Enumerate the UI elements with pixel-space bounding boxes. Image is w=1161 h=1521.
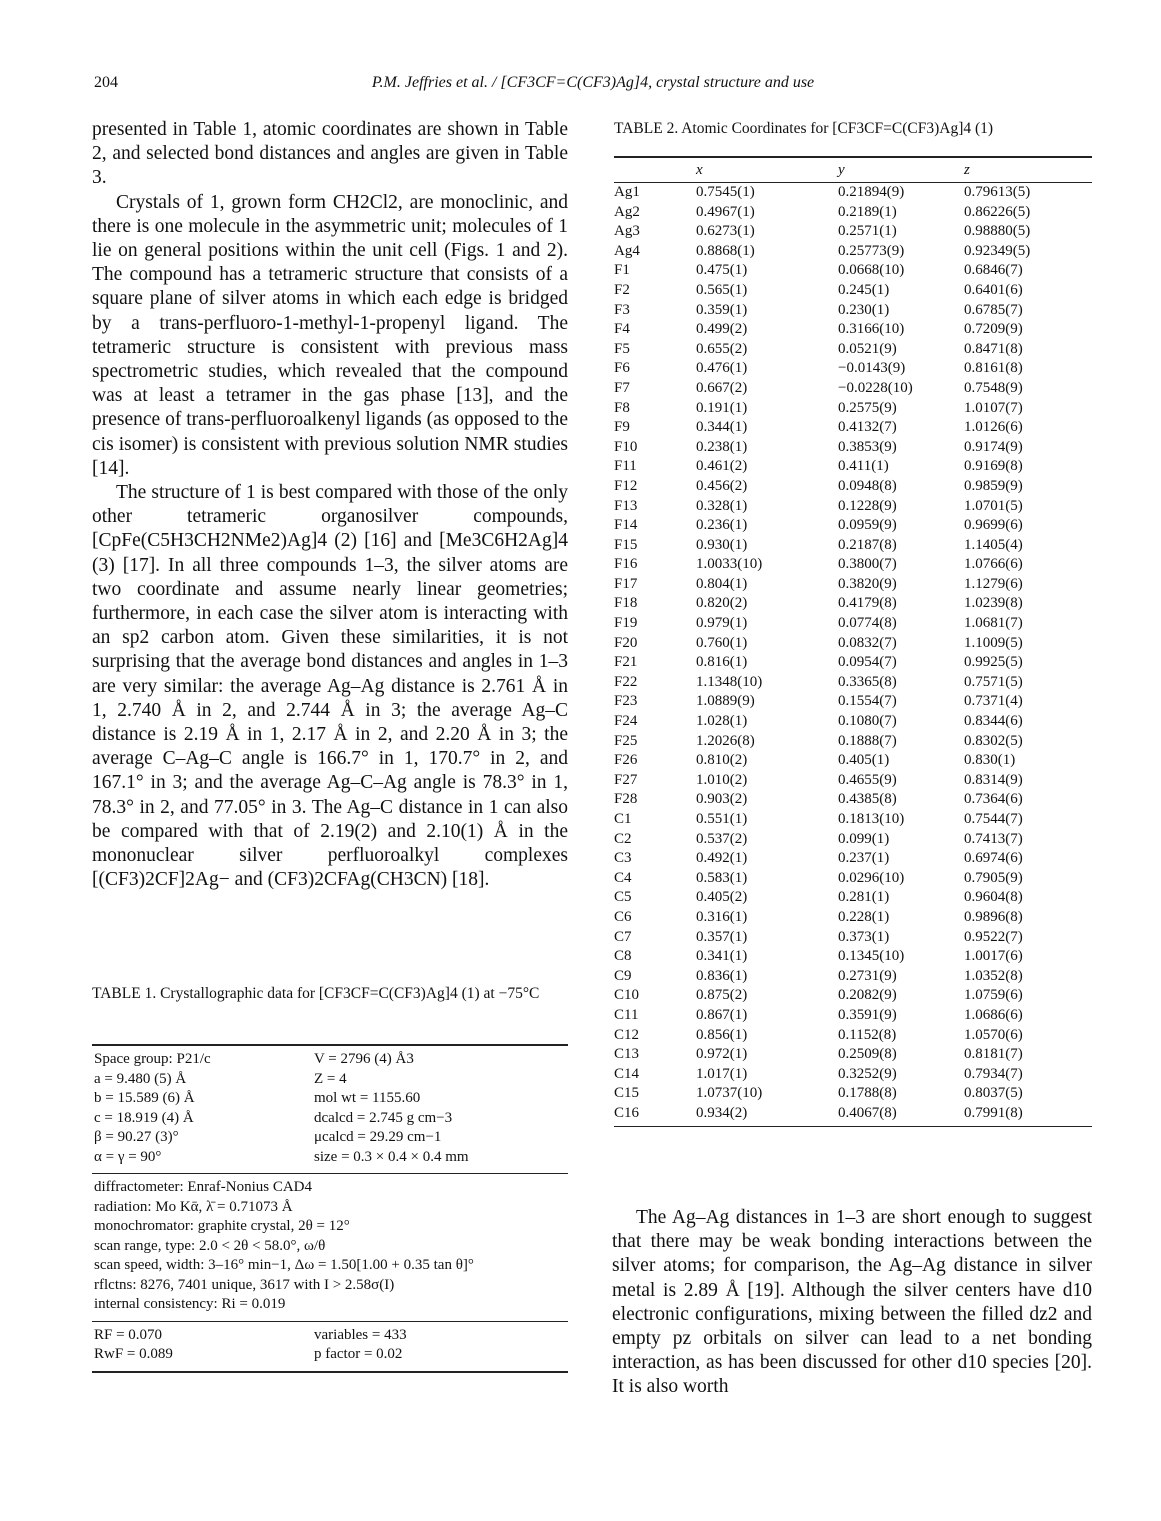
table-row	[614, 1084, 1092, 1104]
coordinate-cell: 0.9859(9)	[964, 477, 1023, 494]
coordinate-cell: 0.3800(7)	[838, 556, 897, 573]
coordinate-cell: 0.79613(5)	[964, 184, 1031, 200]
coordinate-cell: 0.972(1)	[696, 1046, 748, 1063]
coordinate-cell: 0.7905(9)	[964, 869, 1023, 886]
table1-caption: TABLE 1. Crystallographic data for [CF3CF=C(CF3)Ag]4 (1) at −75°C	[92, 985, 540, 1002]
coordinate-cell: 1.1279(6)	[964, 575, 1023, 592]
table1-param: variables = 433	[314, 1326, 407, 1343]
table-row	[614, 477, 1092, 497]
atom-label: F5	[614, 340, 630, 357]
coordinate-cell: 0.7545(1)	[696, 184, 755, 200]
coordinate-cell: 0.2187(8)	[838, 536, 897, 553]
coordinate-cell: 0.8181(7)	[964, 1046, 1023, 1063]
coordinate-cell: 1.1348(10)	[696, 673, 763, 690]
coordinate-cell: 1.028(1)	[696, 713, 748, 730]
coordinate-cell: 1.0126(6)	[964, 419, 1023, 436]
atom-label: C14	[614, 1065, 640, 1082]
coordinate-cell: 0.4067(8)	[838, 1104, 897, 1121]
coordinate-cell: 0.0948(8)	[838, 477, 897, 494]
coordinate-cell: 0.4655(9)	[838, 771, 897, 788]
coordinate-cell: 0.3853(9)	[838, 438, 897, 455]
table1-final	[92, 1326, 568, 1365]
table-row	[614, 712, 1092, 732]
coordinate-cell: 0.0774(8)	[838, 615, 897, 632]
coordinate-cell: 0.7991(8)	[964, 1104, 1023, 1121]
coordinate-cell: 0.7413(7)	[964, 830, 1023, 847]
table-row	[614, 673, 1092, 693]
table1-line: internal consistency: Ri = 0.019	[94, 1296, 286, 1312]
coordinate-cell: 0.6273(1)	[696, 223, 755, 240]
table2-column-header: y	[838, 162, 845, 178]
table-row	[614, 1006, 1092, 1026]
coordinate-cell: 0.4179(8)	[838, 595, 897, 612]
table-row	[614, 1045, 1092, 1065]
atom-label: F8	[614, 399, 630, 416]
table-row	[614, 575, 1092, 595]
coordinate-cell: 0.3252(9)	[838, 1065, 897, 1082]
coordinate-cell: 1.0017(6)	[964, 948, 1023, 965]
coordinate-cell: 0.228(1)	[838, 908, 890, 925]
atom-label: Ag4	[614, 242, 640, 259]
atom-label: Ag3	[614, 223, 640, 240]
coordinate-cell: 0.456(2)	[696, 477, 748, 494]
table1-param: V = 2796 (4) Å3	[314, 1051, 414, 1067]
coordinate-cell: 1.0107(7)	[964, 399, 1023, 416]
table-row	[614, 536, 1092, 556]
atom-label: C5	[614, 889, 632, 906]
coordinate-cell: 0.2731(9)	[838, 967, 897, 984]
coordinate-cell: 0.281(1)	[838, 889, 890, 906]
atom-label: C6	[614, 908, 632, 925]
right-column-paragraph	[612, 1206, 1092, 1400]
running-head: P.M. Jeffries et al. / [CF3CF=C(CF3)Ag]4, crystal structure and use	[371, 74, 815, 91]
table1-line: diffractometer: Enraf-Nonius CAD4	[94, 1179, 312, 1195]
coordinate-cell: 1.0759(6)	[964, 987, 1023, 1004]
page-number: 204	[94, 74, 118, 91]
table-row	[614, 203, 1092, 223]
table2-header-row	[614, 158, 1092, 182]
coordinate-cell: 0.7571(5)	[964, 673, 1023, 690]
table-row	[614, 634, 1092, 654]
coordinate-cell: 0.8037(5)	[964, 1085, 1023, 1102]
table1-param: RwF = 0.089	[94, 1346, 173, 1362]
coordinate-cell: 0.8302(5)	[964, 732, 1023, 749]
coordinate-cell: 0.9604(8)	[964, 889, 1023, 906]
coordinate-cell: 0.3365(8)	[838, 673, 897, 690]
coordinate-cell: 0.25773(9)	[838, 242, 905, 259]
table-row	[614, 790, 1092, 810]
table-row	[614, 359, 1092, 379]
coordinate-cell: 0.3166(10)	[838, 321, 905, 338]
coordinate-cell: 0.357(1)	[696, 928, 748, 945]
coordinate-cell: 0.328(1)	[696, 497, 748, 514]
coordinate-cell: 1.0766(6)	[964, 556, 1023, 573]
coordinate-cell: 0.98880(5)	[964, 223, 1031, 240]
table-row	[614, 928, 1092, 948]
table1-param: μcalcd = 29.29 cm−1	[314, 1129, 442, 1145]
table-row	[614, 849, 1092, 869]
table2-column-header: x	[696, 162, 703, 178]
table-row	[614, 810, 1092, 830]
coordinate-cell: 0.830(1)	[964, 752, 1016, 769]
coordinate-cell: 0.92349(5)	[964, 242, 1031, 259]
coordinate-cell: 1.1009(5)	[964, 634, 1023, 651]
atom-label: C3	[614, 850, 632, 867]
coordinate-cell: 0.7548(9)	[964, 379, 1023, 396]
table1-param: c = 18.919 (4) Å	[94, 1109, 194, 1126]
coordinate-cell: 0.9699(6)	[964, 517, 1023, 534]
table-row	[614, 555, 1092, 575]
table-row	[614, 399, 1092, 419]
coordinate-cell: 0.6785(7)	[964, 301, 1023, 318]
coordinate-cell: 0.1888(7)	[838, 732, 897, 749]
coordinate-cell: 1.0033(10)	[696, 556, 763, 573]
coordinate-cell: 1.0701(5)	[964, 497, 1023, 514]
coordinate-cell: 0.492(1)	[696, 850, 748, 867]
coordinate-cell: 0.9896(8)	[964, 908, 1023, 925]
coordinate-cell: 0.6401(6)	[964, 281, 1023, 298]
coordinate-cell: 0.245(1)	[838, 281, 890, 298]
table1-line: monochromator: graphite crystal, 2θ = 12°	[94, 1218, 350, 1234]
coordinate-cell: 0.236(1)	[696, 517, 748, 534]
coordinate-cell: −0.0228(10)	[838, 379, 913, 396]
table-row	[614, 947, 1092, 967]
table-row	[614, 614, 1092, 634]
coordinate-cell: 0.1152(8)	[838, 1026, 897, 1043]
coordinate-cell: 0.373(1)	[838, 928, 890, 945]
coordinate-cell: 0.667(2)	[696, 379, 748, 396]
coordinate-cell: 0.86226(5)	[964, 203, 1031, 220]
coordinate-cell: 0.565(1)	[696, 281, 748, 298]
left-column	[92, 118, 568, 893]
coordinate-cell: 0.341(1)	[696, 948, 748, 965]
table-row	[614, 281, 1092, 301]
table-row	[614, 1065, 1092, 1085]
atom-label: F6	[614, 360, 630, 377]
coordinate-cell: 0.903(2)	[696, 791, 748, 808]
coordinate-cell: 0.1788(8)	[838, 1085, 897, 1102]
table-row	[614, 418, 1092, 438]
atom-label: F24	[614, 713, 638, 730]
table2-column-header	[614, 158, 696, 182]
coordinate-cell: 0.4967(1)	[696, 203, 755, 220]
table-row	[614, 594, 1092, 614]
table1-param: p factor = 0.02	[314, 1346, 403, 1362]
table-row	[614, 869, 1092, 889]
coordinate-cell: 0.9169(8)	[964, 458, 1023, 475]
atom-label: F12	[614, 477, 638, 494]
coordinate-cell: 0.7544(7)	[964, 811, 1023, 827]
coordinate-cell: 0.804(1)	[696, 575, 748, 592]
coordinate-cell: 0.316(1)	[696, 908, 748, 925]
atom-label: F15	[614, 536, 638, 553]
atom-label: F10	[614, 438, 638, 455]
coordinate-cell: 0.934(2)	[696, 1104, 748, 1121]
atom-label: F21	[614, 654, 638, 671]
atom-label: C16	[614, 1104, 640, 1121]
table-row	[614, 516, 1092, 536]
coordinate-cell: 0.0521(9)	[838, 340, 897, 357]
coordinate-cell: 0.0959(9)	[838, 517, 897, 534]
coordinate-cell: 0.3591(9)	[838, 1006, 897, 1023]
coordinate-cell: 0.655(2)	[696, 340, 748, 357]
atom-label: F2	[614, 281, 630, 298]
coordinate-cell: 0.7934(7)	[964, 1065, 1023, 1082]
coordinate-cell: 0.930(1)	[696, 536, 748, 553]
table-row	[614, 771, 1092, 791]
table2	[614, 156, 1092, 1127]
coordinate-cell: 0.856(1)	[696, 1026, 748, 1043]
table1-param: Z = 4	[314, 1070, 347, 1087]
table-row	[614, 222, 1092, 242]
atom-label: C8	[614, 948, 632, 965]
coordinate-cell: 0.099(1)	[838, 830, 890, 847]
atom-label: F17	[614, 575, 638, 592]
table-row	[614, 242, 1092, 262]
atom-label: C7	[614, 928, 632, 945]
atom-label: C4	[614, 869, 632, 886]
coordinate-cell: 0.461(2)	[696, 458, 748, 475]
table1-line: scan range, type: 2.0 < 2θ < 58.0°, ω/θ	[94, 1237, 326, 1254]
table-row	[614, 497, 1092, 517]
coordinate-cell: 0.867(1)	[696, 1006, 748, 1023]
table1-line: radiation: Mo Kᾱ, λ̄ = 0.71073 Å	[94, 1198, 293, 1215]
table-row	[614, 732, 1092, 752]
coordinate-cell: 0.2189(1)	[838, 203, 897, 220]
atom-label: C10	[614, 987, 640, 1004]
coordinate-cell: 0.2509(8)	[838, 1046, 897, 1063]
coordinate-cell: 0.4385(8)	[838, 791, 897, 808]
coordinate-cell: 0.0668(10)	[838, 262, 905, 279]
coordinate-cell: 0.230(1)	[838, 301, 890, 318]
atom-label: C9	[614, 967, 632, 984]
table1-param: dcalcd = 2.745 g cm−3	[314, 1109, 453, 1126]
atom-label: F7	[614, 379, 630, 396]
atom-label: F9	[614, 419, 630, 436]
atom-label: F19	[614, 615, 638, 632]
coordinate-cell: 0.8344(6)	[964, 713, 1023, 730]
coordinate-cell: 1.0239(8)	[964, 595, 1023, 612]
coordinate-cell: 0.3820(9)	[838, 575, 897, 592]
table1-pairs	[92, 1050, 568, 1167]
table-row	[614, 379, 1092, 399]
table1-param: Space group: P21/c	[94, 1051, 211, 1067]
coordinate-cell: 0.1554(7)	[838, 693, 897, 710]
coordinate-cell: 0.2575(9)	[838, 399, 897, 416]
coordinate-cell: 0.1080(7)	[838, 713, 897, 730]
paragraph-2: Crystals of 1, grown form CH2Cl2, are monoclinic, and there is one molecule in the asymmetric unit; molecules of 1 lie on general positions within the unit cell (Figs. 1 and 2). The compound has a tetrameric structure that consists of a square plane of silver atoms in which each edge is bridged by a trans-perfluoro-1-methyl-1-propenyl ligand. The tetrameric structure is consistent with previous mass spectrometric studies, which revealed that the compound was at least a tetramer in the gas phase [13], and the presence of trans-perfluoroalkenyl ligands (as opposed to the cis isomer) is consistent with previous solution NMR studies [14].	[92, 191, 568, 479]
table-row	[614, 340, 1092, 360]
coordinate-cell: 0.979(1)	[696, 615, 748, 632]
table1-lines	[92, 1178, 568, 1315]
coordinate-cell: 0.7364(6)	[964, 791, 1023, 808]
atom-label: F22	[614, 673, 638, 690]
table-row	[614, 438, 1092, 458]
atom-label: C11	[614, 1006, 639, 1023]
atom-label: F28	[614, 791, 638, 808]
atom-label: F3	[614, 301, 630, 318]
table-row	[614, 261, 1092, 281]
coordinate-cell: 0.8471(8)	[964, 340, 1023, 357]
atom-label: F11	[614, 458, 637, 475]
atom-label: F20	[614, 634, 638, 651]
coordinate-cell: 0.9174(9)	[964, 438, 1023, 455]
coordinate-cell: 1.0737(10)	[696, 1085, 763, 1102]
atom-label: C12	[614, 1026, 640, 1043]
coordinate-cell: 1.017(1)	[696, 1065, 748, 1082]
coordinate-cell: 0.2082(9)	[838, 987, 897, 1004]
table-row	[614, 1104, 1092, 1124]
coordinate-cell: 1.0352(8)	[964, 967, 1023, 984]
coordinate-cell: 0.405(2)	[696, 889, 748, 906]
table-row	[614, 1026, 1092, 1046]
coordinate-cell: 0.537(2)	[696, 830, 748, 847]
paragraph-3: The structure of 1 is best compared with those of the only other tetrameric organosilver compounds, [CpFe(C5H3CH2NMe2)Ag]4 (2) [16] and [Me3C6H2Ag]4 (3) [17]. In all three compounds 1–3, the silver atoms are two coordinate and assume nearly linear geometries; furthermore, in each case the silver atom is interacting with an sp2 carbon atom. Given these similarities, it is not surprising that the average bond distances and angles in 1–3 are very similar: the average Ag–Ag distance is 2.761 Å in 1, 2.740 Å in 2, and 2.744 Å in 3; the average Ag–C distance is 2.19 Å in 1, 2.17 Å in 2, and 2.20 Å in 3; the average C–Ag–C angle is 166.7° in 1, 170.7° in 2, and 167.1° in 3; and the average Ag–C–Ag angle is 78.3° in 1, 78.3° in 2, and 77.05° in 3. The Ag–C distance in 1 can also be compared with that of 2.19(2) and 2.10(1) Å in the mononuclear silver perfluoroalkyl complexes [(CF3)2CF]2Ag− and (CF3)2CFAg(CH3CN) [18].	[92, 482, 568, 891]
coordinate-cell: 0.7209(9)	[964, 321, 1023, 338]
table-row	[614, 457, 1092, 477]
table-row	[614, 908, 1092, 928]
page-header	[94, 74, 1092, 98]
coordinate-cell: 0.344(1)	[696, 419, 748, 436]
table1-line: scan speed, width: 3–16° min−1, Δω = 1.50[1.00 + 0.35 tan θ]°	[94, 1257, 474, 1273]
coordinate-cell: 1.0686(6)	[964, 1006, 1023, 1023]
coordinate-cell: 1.1405(4)	[964, 536, 1023, 553]
table1-param: RF = 0.070	[94, 1326, 163, 1343]
table1-line: rflctns: 8276, 7401 unique, 3617 with I > 2.58σ(I)	[94, 1276, 395, 1293]
atom-label: F4	[614, 321, 630, 338]
coordinate-cell: 0.6846(7)	[964, 262, 1023, 279]
coordinate-cell: 0.810(2)	[696, 752, 748, 769]
coordinate-cell: 0.816(1)	[696, 654, 748, 671]
atom-label: Ag2	[614, 203, 640, 220]
coordinate-cell: 0.237(1)	[838, 850, 890, 867]
table2-body	[614, 183, 1092, 1124]
table-row	[614, 653, 1092, 673]
atom-label: F1	[614, 262, 630, 279]
coordinate-cell: 1.0570(6)	[964, 1026, 1023, 1043]
atom-label: F27	[614, 771, 638, 788]
coordinate-cell: 0.0832(7)	[838, 634, 897, 651]
coordinate-cell: 0.760(1)	[696, 634, 748, 651]
atom-label: F23	[614, 693, 638, 710]
coordinate-cell: 0.9522(7)	[964, 928, 1023, 945]
table1	[92, 1044, 568, 1373]
table-row	[614, 751, 1092, 771]
coordinate-cell: 0.191(1)	[696, 399, 748, 416]
coordinate-cell: 1.0681(7)	[964, 615, 1023, 632]
coordinate-cell: 0.8868(1)	[696, 242, 755, 259]
coordinate-cell: 0.4132(7)	[838, 419, 897, 436]
table1-param: b = 15.589 (6) Å	[94, 1090, 195, 1106]
paragraph-1: presented in Table 1, atomic coordinates are shown in Table 2, and selected bond distances and angles are given in Table 3.	[92, 119, 568, 189]
coordinate-cell: 0.411(1)	[838, 458, 889, 475]
coordinate-cell: 0.1345(10)	[838, 948, 905, 965]
coordinate-cell: 0.475(1)	[696, 262, 748, 279]
atom-label: F18	[614, 595, 638, 612]
atom-label: F16	[614, 556, 638, 573]
table-row	[614, 320, 1092, 340]
coordinate-cell: 0.359(1)	[696, 301, 748, 318]
coordinate-cell: 0.8314(9)	[964, 771, 1023, 788]
coordinate-cell: 0.6974(6)	[964, 850, 1023, 867]
table2-caption: TABLE 2. Atomic Coordinates for [CF3CF=C(CF3)Ag]4 (1)	[614, 120, 994, 137]
coordinate-cell: 0.476(1)	[696, 360, 748, 377]
coordinate-cell: 0.499(2)	[696, 321, 748, 338]
coordinate-cell: 1.0889(9)	[696, 693, 755, 710]
atom-label: Ag1	[614, 184, 640, 200]
atom-label: F26	[614, 752, 638, 769]
table-row	[614, 183, 1092, 203]
atom-label: C13	[614, 1046, 640, 1063]
coordinate-cell: −0.0143(9)	[838, 360, 906, 377]
table-row	[614, 967, 1092, 987]
coordinate-cell: 0.21894(9)	[838, 184, 905, 200]
table-row	[614, 301, 1092, 321]
table-row	[614, 692, 1092, 712]
coordinate-cell: 0.238(1)	[696, 438, 748, 455]
table-row	[614, 888, 1092, 908]
paragraph-4: The Ag–Ag distances in 1–3 are short enough to suggest that there may be weak bonding interactions between the silver atoms; for comparison, the Ag–Ag distance in silver metal is 2.89 Å [19]. Although the silver centers have d10 electronic configurations, mixing between the filled dz2 and empty pz orbitals on silver can lead to a net bonding interaction, as has been discussed for other d10 species [20]. It is also worth	[612, 1207, 1092, 1398]
coordinate-cell: 0.0954(7)	[838, 654, 897, 671]
coordinate-cell: 0.836(1)	[696, 967, 748, 984]
coordinate-cell: 1.2026(8)	[696, 732, 755, 749]
table-row	[614, 830, 1092, 850]
coordinate-cell: 0.875(2)	[696, 987, 748, 1004]
table1-param: β = 90.27 (3)°	[94, 1129, 179, 1145]
coordinate-cell: 0.2571(1)	[838, 223, 897, 240]
atom-label: F25	[614, 732, 638, 749]
atom-label: C15	[614, 1085, 640, 1102]
coordinate-cell: 0.1813(10)	[838, 811, 905, 827]
coordinate-cell: 0.820(2)	[696, 595, 748, 612]
coordinate-cell: 0.583(1)	[696, 869, 748, 886]
coordinate-cell: 0.9925(5)	[964, 654, 1023, 671]
coordinate-cell: 0.551(1)	[696, 811, 748, 827]
atom-label: C2	[614, 830, 632, 847]
atom-label: F13	[614, 497, 638, 514]
coordinate-cell: 0.7371(4)	[964, 693, 1023, 710]
table1-param: size = 0.3 × 0.4 × 0.4 mm	[314, 1148, 469, 1165]
table2-column-header: z	[964, 162, 970, 178]
coordinate-cell: 1.010(2)	[696, 771, 748, 788]
atom-label: C1	[614, 811, 632, 827]
coordinate-cell: 0.405(1)	[838, 752, 890, 769]
table-row	[614, 986, 1092, 1006]
coordinate-cell: 0.8161(8)	[964, 360, 1023, 377]
coordinate-cell: 0.1228(9)	[838, 497, 897, 514]
atom-label: F14	[614, 517, 638, 534]
table1-param: α = γ = 90°	[94, 1148, 162, 1165]
coordinate-cell: 0.0296(10)	[838, 869, 905, 886]
table1-param: mol wt = 1155.60	[314, 1090, 421, 1106]
table1-param: a = 9.480 (5) Å	[94, 1070, 187, 1087]
